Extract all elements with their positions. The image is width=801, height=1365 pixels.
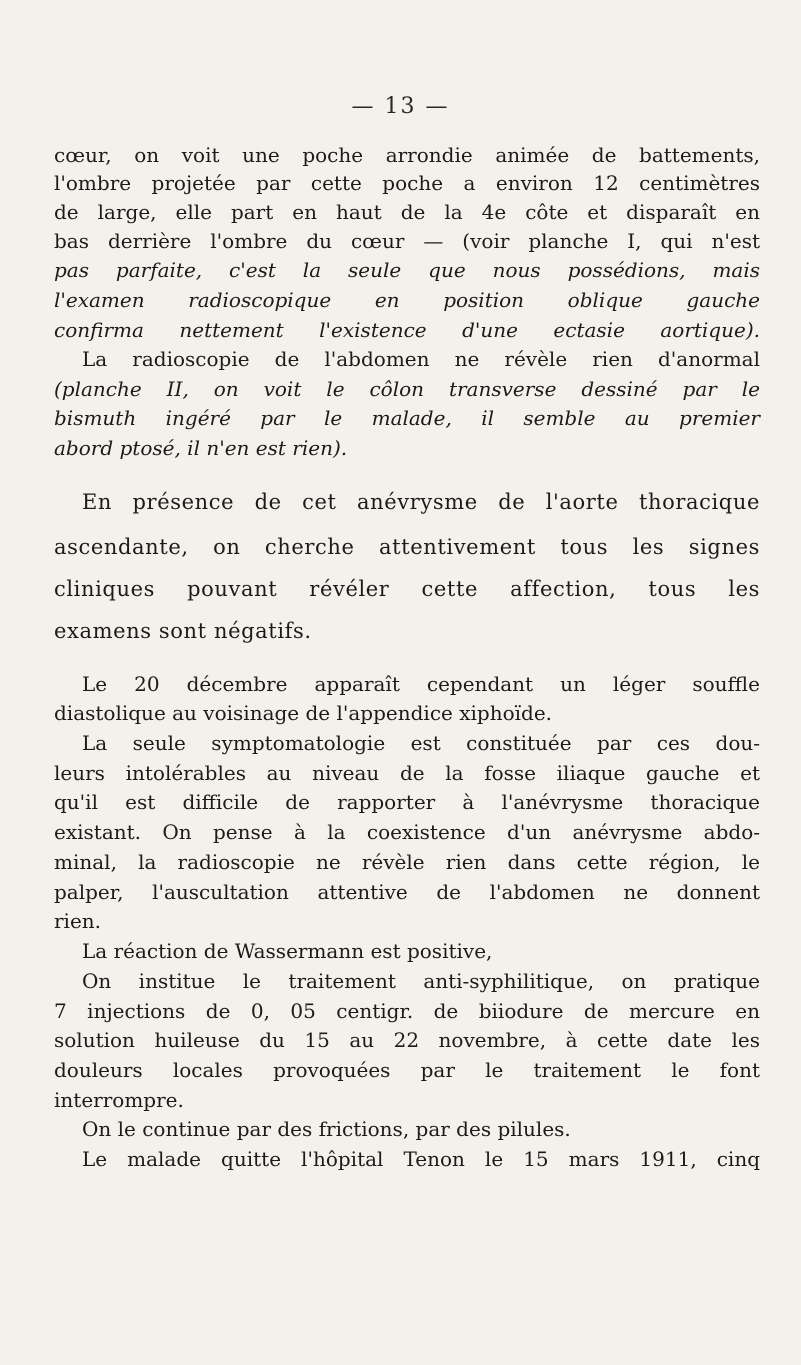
text-line: leurs intolérables au niveau de la fosse iliaque gauche et bbox=[54, 761, 760, 785]
text-line: Le 20 décembre apparaît cependant un léger souffle bbox=[82, 672, 760, 696]
text-line: abord ptosé, il n'en est rien). bbox=[54, 436, 348, 460]
text-line: existant. On pense à la coexistence d'un anévrysme abdo- bbox=[54, 820, 760, 844]
text-line: cœur, on voit une poche arrondie animée de battements, bbox=[54, 143, 760, 167]
text-line: La radioscopie de l'abdomen ne révèle rien d'anormal bbox=[82, 347, 760, 371]
text-line: ascendante, on cherche attentivement tous les signes bbox=[54, 535, 760, 559]
text-line: examens sont négatifs. bbox=[54, 619, 312, 643]
text-line: l'examen radioscopique en position oblique gauche bbox=[54, 288, 760, 312]
text-line: bismuth ingéré par le malade, il semble au premier bbox=[54, 406, 760, 430]
text-line: l'ombre projetée par cette poche a environ 12 centimètres bbox=[54, 171, 760, 195]
text-line: douleurs locales provoquées par le traitement le font bbox=[54, 1058, 760, 1082]
text-line: pas parfaite, c'est la seule que nous possédions, mais bbox=[54, 258, 760, 282]
text-line: 7 injections de 0, 05 centigr. de biiodure de mercure en bbox=[54, 999, 760, 1023]
text-line: minal, la radioscopie ne révèle rien dans cette région, le bbox=[54, 850, 760, 874]
text-line: rien. bbox=[54, 909, 102, 933]
text-line: cliniques pouvant révéler cette affection, tous les bbox=[54, 577, 760, 601]
text-line: La seule symptomatologie est constituée par ces dou- bbox=[82, 731, 760, 755]
page-number: — 13 — bbox=[351, 94, 450, 119]
text-line: solution huileuse du 15 au 22 novembre, à cette date les bbox=[54, 1028, 760, 1052]
text-line: (planche II, on voit le côlon transverse dessiné par le bbox=[54, 377, 760, 401]
text-line: qu'il est difficile de rapporter à l'anévrysme thoracique bbox=[54, 790, 760, 814]
text-line: diastolique au voisinage de l'appendice xiphoïde. bbox=[54, 701, 553, 725]
text-line: On institue le traitement anti-syphilitique, on pratique bbox=[82, 969, 760, 993]
text-line: confirma nettement l'existence d'une ectasie aortique). bbox=[54, 318, 760, 342]
text-line: interrompre. bbox=[54, 1088, 184, 1112]
text-line: La réaction de Wassermann est positive, bbox=[82, 939, 493, 963]
text-line: palper, l'auscultation attentive de l'abdomen ne donnent bbox=[54, 880, 760, 904]
text-line: de large, elle part en haut de la 4e côte et disparaît en bbox=[54, 200, 760, 224]
text-line: On le continue par des frictions, par des pilules. bbox=[82, 1117, 571, 1141]
text-line: bas derrière l'ombre du cœur — (voir planche I, qui n'est bbox=[54, 229, 760, 253]
text-line: Le malade quitte l'hôpital Tenon le 15 mars 1911, cinq bbox=[82, 1147, 760, 1171]
text-line: En présence de cet anévrysme de l'aorte thoracique bbox=[82, 490, 760, 514]
